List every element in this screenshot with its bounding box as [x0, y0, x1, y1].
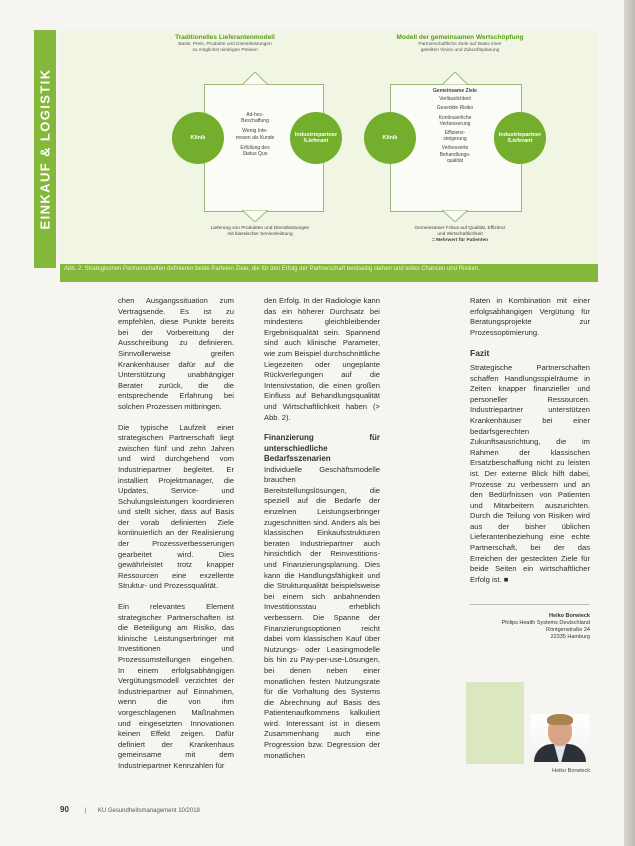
left-items	[220, 112, 290, 157]
right-item: Verbesserung	[439, 120, 471, 127]
journal-name: KU Gesundheitsmanagement 10/2018	[97, 808, 200, 814]
left-arrow-down-icon	[242, 210, 268, 222]
right-arrow-up-icon	[442, 72, 468, 85]
right-panel-title: Modell der gemeinsamen Wertschöpfung	[396, 34, 524, 41]
section-label: EINKAUF & LOGISTIK	[37, 68, 53, 230]
right-item: Behandlungs-	[439, 151, 471, 158]
column-2	[264, 296, 380, 771]
left-arrow-up-icon	[242, 72, 268, 85]
left-item: Ad-hoc-	[246, 112, 264, 118]
paragraph: Ein relevantes Element strategischer Partnerschaften ist die Beteiligung am Risiko, das klinische Leistungserbringer mit Investitionen und Prozessumstellungen eingehen. In einem erfolgsabhängigen Vergütungsmodell verzichtet der Industriepartner auf Einnahmen, wenn die von ihm vorgeschlagenen Maßnahmen und eingesetzten Innovationen keinen Effekt zeigen. Dafür definiert der Krankenhaus gemeinsame mit dem Industriepartner Kennzahlen für	[118, 602, 234, 770]
figure-diagram	[60, 30, 598, 264]
left-item: Wenig Inte-	[242, 128, 268, 135]
goals-heading: Gemeinsame Ziele	[433, 88, 477, 94]
right-circle-klinik: Klinik	[364, 112, 416, 164]
right-panel-bottom	[380, 226, 540, 244]
author-street: Röntgenstraße 24	[545, 627, 590, 633]
page-footer	[60, 805, 200, 814]
author-info	[470, 604, 590, 663]
author-name: Heiko Borwieck	[549, 613, 590, 619]
right-bottom-emphasis: = Mehrwert für Patienten	[431, 238, 489, 243]
left-item: ressen als Kunde	[235, 134, 275, 141]
subheading-fazit: Fazit	[470, 348, 490, 359]
left-circle-klinik: Klinik	[172, 112, 224, 164]
photo-caption: Heiko Borwieck	[552, 768, 590, 774]
right-arrow-down-icon	[442, 210, 468, 222]
right-item: steigerung	[443, 136, 467, 143]
right-item: Kontinuierliche	[438, 114, 472, 121]
section-tab	[34, 30, 56, 268]
right-item: Effizienz-	[444, 130, 466, 137]
right-item: Verbesserte	[441, 145, 469, 152]
author-photo	[530, 714, 590, 762]
paragraph: Strategische Partnerschaften schaffen Handlungsspielräume in Zeiten knapper finanzieller und personeller Ressourcen. Industriepartner unterstützen Krankenhäuser bei einer bedarfsgerechten Zukunftsausrichtung, die im Rahmen der klassischen Ersatzbeschaffung nicht zu leisten ist. Der externe Blick hilft dabei, Prozesse zu verbessern und an den Bedürfnissen von Patienten und Mitarbeitern auszurichten. Durch die Teilung von Risiken wird aus der bisher üblichen Lieferantenbeziehung eine echte Partnerschaft, bei der das Erreichen der gesteckten Ziele für beide Seiten ein wirtschaftlicher Erfolg ist. ■	[470, 362, 590, 584]
column-3	[470, 296, 590, 595]
author-city: 22335 Hamburg	[550, 634, 590, 640]
paragraph: chen Ausgangssituation zum Vertragsende. Es ist zu empfehlen, diese Punkte bereits bei der Vorbereitung der Ausschreibung zu definieren. Sinnvollerweise greifen Krankenhäuser dafür auf die Unterstützung unabhängiger Berater zurück, die die entsprechende Erfahrung bei solchen Prozessen mitbringen.	[118, 296, 234, 411]
footer-separator: |	[84, 808, 87, 814]
left-panel-bottom: Lieferung von Produkten und Dienstleistungen mit klassischer Serviceleistung	[210, 226, 310, 237]
right-panel-subtitle: Partnerschaftliche Ziele auf Basis einer geteilten Vision und Zukunftsplanung	[418, 42, 502, 53]
right-item: qualität	[446, 157, 464, 164]
left-item: Status Quo	[242, 151, 268, 158]
left-item: Beschaffung	[241, 118, 269, 125]
left-item: Erfüllung des	[240, 144, 270, 151]
photo-hair	[547, 714, 573, 725]
photo-background	[466, 682, 524, 764]
right-items	[416, 88, 494, 164]
subheading: Finanzierung für unterschiedliche Bedarfsszenarien	[264, 433, 380, 464]
right-item: Gesenkte Risiko	[436, 105, 474, 112]
paragraph: Die typische Laufzeit einer strategischen Partnerschaft liegt zwischen fünf und zehn Jahren und wird durchgehend vom Industriepartner begleitet. Er installiert Projektmanager, die Updates, Service- und Schulungsleistungen koordinieren und stellt sicher, dass auf Basis der vorab definierten Ziele kontinuierlich an der Realisierung der Prozessverbesserungen gearbeitet wird. Dies gewährleistet trotz knapper Ressourcen eine exzellente Struktur- und Prozessqualität.	[118, 422, 234, 591]
page-number: 90	[60, 805, 69, 814]
left-circle-partner: Industriepartner /Lieferant	[290, 112, 342, 164]
left-panel-title: Traditionelles Lieferantenmodell	[175, 34, 275, 41]
right-circle-partner: Industriepartner /Lieferant	[494, 112, 546, 164]
left-panel-subtitle: Basis: Preis, Produkte und Dienstleistungen zu möglichst niedrigen Preisen	[178, 42, 272, 53]
column-1	[118, 296, 234, 782]
right-item: Verlässlichkeit	[439, 96, 471, 103]
paragraph: den Erfolg. In der Radiologie kann das ein höherer Durchsatz bei mindestens gleichbleibender Ergebnisqualität sein. Spannend sind auch klinische Parameter, wie zum Beispiel durchschnittliche Liegezeiten oder ungeplante Rückverlegungen auf die Intensivstation, die einen großen Einfluss auf Behandlungsqualität und Wirtschaftlichkeit haben (> Abb. 2).	[264, 296, 380, 422]
author-company: Philips Health Systems Deutschland	[501, 620, 590, 626]
paragraph: Raten in Kombination mit einer erfolgsabhängigen Vergütung für Beratungsprojekte zur Prozessoptimierung.	[470, 296, 590, 337]
paragraph: Individuelle Geschäftsmodelle brauchen Bereitstellungslösungen, die speziell auf die Bedarfe der einzelnen Leistungserbringer zugeschnitten sind. Anders als bei klassischen Einkaufsstrukturen beraten Industriepartner auch hinsichtlich der Reinvestitions- und Finanzierungsplanung. Dies kann die Handlungsfähigkeit und die Strukturqualität beispielsweise bei einem sich anbahnenden Investitionsstau erheblich verbessern. Die Spanne der Finanzierungsoptionen reicht dabei vom klassischen Kauf über Nutzungs- oder Leasingmodelle bis hin zu Pay-per-use-Lösungen, bei denen neben einer monatlichen festen Nutzungsrate für die Vorhaltung des Systems die Abrechnung auf Basis des Patientenaufkommens kalkuliert wird. Interessant ist in diesem Zusammenhang auch eine Progression bzw. Degression der monatlichen	[264, 464, 380, 760]
right-bottom-text: Gemeinsamer Fokus auf Qualität, Effizienz und Wirtschaftlichkeit	[414, 226, 506, 237]
page-edge	[624, 0, 635, 846]
figure-caption: Abb. 2: Strategischen Partnerschaften definieren beide Parteien Ziele, die für den Erfolg der Partnerschaft beidseitig stehen und teilen Chancen und Risiken.	[60, 264, 598, 282]
